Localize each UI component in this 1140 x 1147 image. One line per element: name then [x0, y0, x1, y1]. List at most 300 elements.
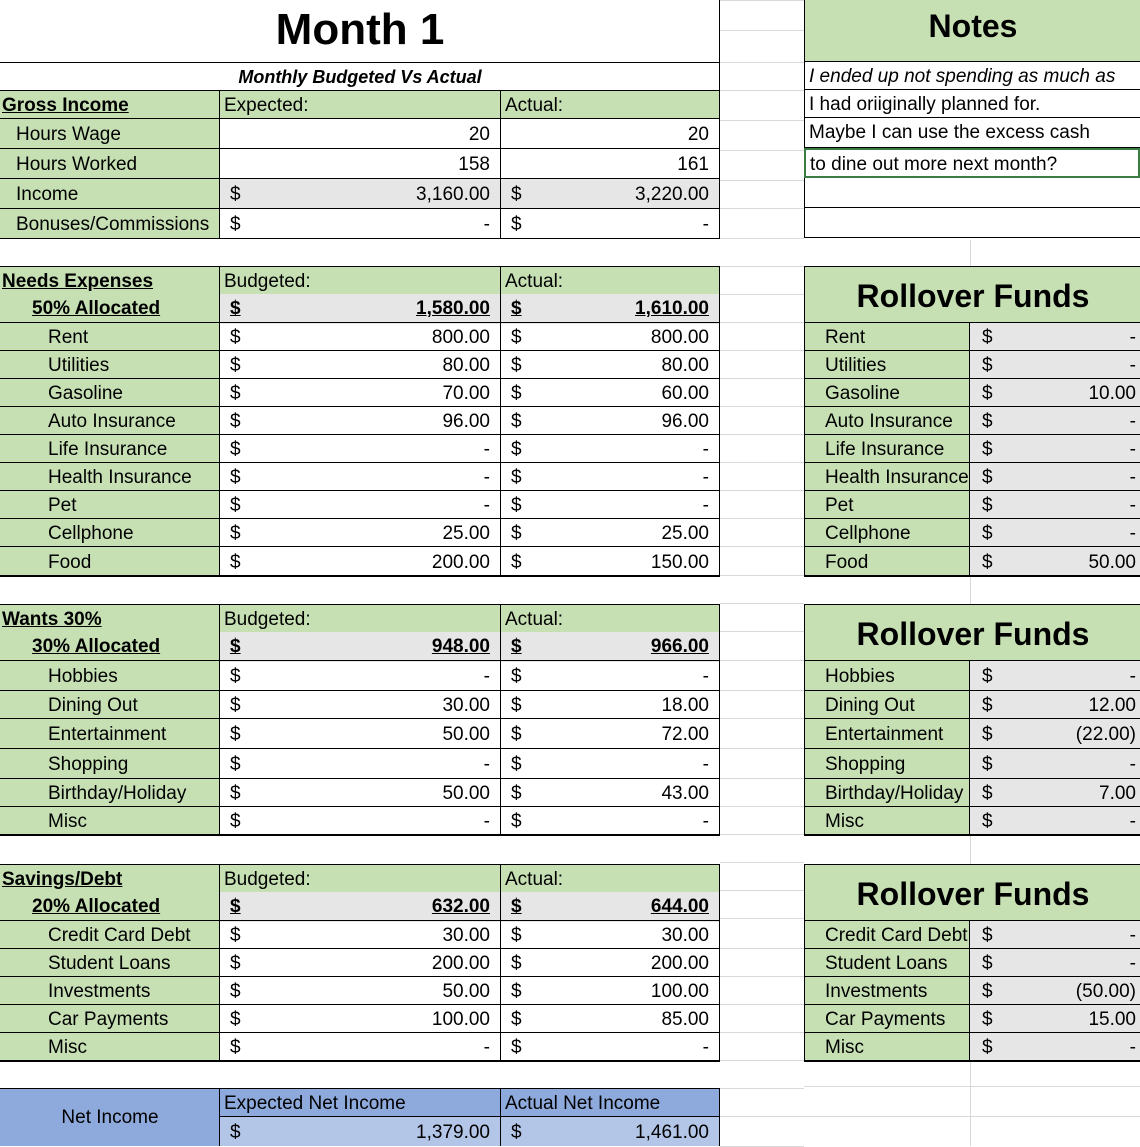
- notes-line[interactable]: [804, 208, 1140, 238]
- notes-line[interactable]: [804, 148, 1140, 178]
- column-header: [220, 90, 501, 118]
- rollover-value[interactable]: [970, 660, 1140, 690]
- row-label: [0, 690, 220, 718]
- row-label: [0, 976, 220, 1004]
- column-header: [501, 266, 720, 294]
- currency-symbol: $: [511, 1037, 522, 1058]
- actual-value: 20: [687, 124, 709, 145]
- value-cell[interactable]: [220, 208, 501, 238]
- rollover-label: [804, 1032, 970, 1060]
- row-label: [0, 1032, 220, 1060]
- rollover-label: [804, 690, 970, 718]
- net-column-header-text: Actual Net Income: [505, 1093, 661, 1114]
- row-label-text: Credit Card Debt: [48, 925, 191, 946]
- rollover-label-text: Entertainment: [825, 724, 944, 745]
- rollover-value-text: -: [1129, 467, 1136, 488]
- row-label-text: Misc: [48, 1037, 88, 1058]
- rollover-value[interactable]: [970, 518, 1140, 546]
- gridline: [720, 948, 804, 949]
- value-cell[interactable]: [220, 748, 501, 778]
- value-cell[interactable]: [501, 718, 720, 748]
- gridline: [720, 890, 804, 891]
- currency-symbol: $: [230, 214, 241, 235]
- rollover-header: [804, 864, 1140, 920]
- gridline: [720, 1116, 804, 1117]
- table-border: [804, 575, 1140, 577]
- allocated-value[interactable]: [220, 632, 501, 662]
- gridline: [720, 918, 804, 919]
- value-cell[interactable]: [220, 178, 501, 208]
- gridline: [720, 180, 804, 181]
- rollover-value[interactable]: [970, 322, 1140, 350]
- row-label-text: Utilities: [48, 355, 110, 376]
- value-cell[interactable]: [220, 518, 501, 546]
- budgeted-value: 80.00: [442, 355, 490, 376]
- rollover-label: [804, 806, 970, 834]
- row-label-text: Shopping: [48, 754, 129, 775]
- actual-value: 80.00: [661, 355, 709, 376]
- budgeted-value: 25.00: [442, 523, 490, 544]
- value-cell[interactable]: [220, 660, 501, 690]
- gridline: [720, 490, 804, 491]
- currency-symbol: $: [230, 811, 241, 832]
- rollover-label: [804, 778, 970, 806]
- value-cell[interactable]: [501, 1004, 720, 1032]
- rollover-label: [804, 948, 970, 976]
- column-header-text: Budgeted:: [224, 609, 311, 630]
- actual-value: 100.00: [650, 981, 709, 1002]
- net-column-header-text: Expected Net Income: [224, 1093, 406, 1114]
- rollover-value[interactable]: [970, 690, 1140, 718]
- rollover-value-text: -: [1129, 754, 1136, 775]
- actual-value: 18.00: [661, 695, 709, 716]
- allocated-value[interactable]: [220, 294, 501, 324]
- rollover-value[interactable]: [970, 350, 1140, 378]
- actual-value: 161: [677, 154, 709, 175]
- value-cell[interactable]: [501, 378, 720, 406]
- column-header-text: Actual:: [505, 869, 564, 890]
- section-header: [0, 90, 220, 118]
- rollover-value[interactable]: [970, 378, 1140, 406]
- value-cell[interactable]: [501, 350, 720, 378]
- section-header-text: Savings/Debt: [2, 869, 123, 890]
- table-border: [804, 1060, 1140, 1062]
- currency-symbol: $: [511, 523, 522, 544]
- column-header: [501, 90, 720, 118]
- rollover-value-text: 7.00: [1099, 783, 1136, 804]
- row-label-text: Pet: [48, 495, 77, 516]
- value-cell[interactable]: [501, 920, 720, 948]
- row-label-text: Hours Worked: [16, 154, 138, 175]
- currency-symbol: $: [511, 811, 522, 832]
- row-label-text: Dining Out: [48, 695, 138, 716]
- rollover-label: [804, 920, 970, 948]
- value-cell[interactable]: [501, 660, 720, 690]
- value-cell[interactable]: [220, 976, 501, 1004]
- value-cell[interactable]: [220, 778, 501, 806]
- currency-symbol: $: [230, 925, 241, 946]
- row-label-text: Birthday/Holiday: [48, 783, 187, 804]
- currency-symbol: $: [230, 495, 241, 516]
- gridline: [720, 575, 804, 576]
- net-income-label: [0, 1088, 220, 1146]
- gridline: [720, 834, 804, 835]
- budgeted-value: -: [483, 439, 490, 460]
- net-expected-value[interactable]: [220, 1116, 501, 1146]
- currency-symbol: $: [230, 355, 241, 376]
- currency-symbol: $: [982, 666, 993, 687]
- actual-value: 3,220.00: [635, 184, 709, 205]
- row-label: [0, 406, 220, 434]
- rollover-value-text: -: [1129, 327, 1136, 348]
- currency-symbol: $: [982, 754, 993, 775]
- allocated-label-text: 30% Allocated: [32, 636, 161, 657]
- value-cell[interactable]: [501, 118, 720, 148]
- net-actual-value[interactable]: [501, 1116, 720, 1146]
- currency-symbol: $: [230, 636, 241, 657]
- row-label-text: Life Insurance: [48, 439, 168, 460]
- rollover-value[interactable]: [970, 778, 1140, 806]
- gridline: [720, 62, 804, 63]
- rollover-label-text: Car Payments: [825, 1009, 946, 1030]
- budgeted-value: -: [483, 754, 490, 775]
- rollover-value[interactable]: [970, 490, 1140, 518]
- notes-line[interactable]: [804, 62, 1140, 90]
- rollover-value-text: 50.00: [1088, 551, 1136, 573]
- rollover-label: [804, 378, 970, 406]
- currency-symbol: $: [511, 783, 522, 804]
- currency-symbol: $: [230, 981, 241, 1002]
- currency-symbol: $: [982, 724, 993, 745]
- notes-line[interactable]: [804, 90, 1140, 118]
- gridline: [720, 266, 804, 267]
- allocated-value[interactable]: [501, 632, 720, 662]
- value-cell[interactable]: [220, 148, 501, 178]
- currency-symbol: $: [982, 467, 993, 488]
- rollover-value[interactable]: [970, 1032, 1140, 1060]
- actual-value: 200.00: [650, 953, 709, 974]
- value-cell[interactable]: [220, 546, 501, 575]
- currency-symbol: $: [982, 355, 993, 376]
- budgeted-value: 20: [468, 124, 490, 145]
- subtitle-text: Monthly Budgeted Vs Actual: [238, 67, 482, 87]
- rollover-label-text: Misc: [825, 1037, 865, 1058]
- allocated-value[interactable]: [501, 294, 720, 324]
- gridline: [720, 322, 804, 323]
- gridline: [720, 434, 804, 435]
- row-label: [0, 178, 220, 208]
- value-cell[interactable]: [220, 806, 501, 834]
- row-label: [0, 546, 220, 575]
- column-header: [501, 864, 720, 892]
- currency-symbol: $: [511, 896, 522, 917]
- gridline: [720, 90, 804, 91]
- currency-symbol: $: [511, 298, 522, 319]
- currency-symbol: $: [982, 523, 993, 544]
- currency-symbol: $: [511, 214, 522, 235]
- allocated-actual: 1,610.00: [635, 298, 709, 319]
- actual-value: -: [702, 811, 709, 832]
- allocated-label: [0, 294, 220, 324]
- value-cell[interactable]: [501, 490, 720, 518]
- rollover-value[interactable]: [970, 462, 1140, 490]
- allocated-label-text: 50% Allocated: [32, 298, 161, 319]
- allocated-budgeted: 1,580.00: [416, 298, 490, 319]
- currency-symbol: $: [230, 1122, 241, 1143]
- value-cell[interactable]: [220, 1032, 501, 1060]
- rollover-value-text: -: [1129, 523, 1136, 544]
- value-cell[interactable]: [220, 406, 501, 434]
- budgeted-value: 158: [458, 154, 490, 175]
- rollover-header: [804, 266, 1140, 322]
- rollover-label-text: Hobbies: [825, 666, 895, 687]
- value-cell[interactable]: [220, 1004, 501, 1032]
- rollover-value-text: -: [1129, 953, 1136, 974]
- notes-text: to dine out more next month?: [810, 154, 1058, 175]
- rollover-label: [804, 976, 970, 1004]
- value-cell[interactable]: [220, 350, 501, 378]
- net-column-header: [220, 1088, 501, 1116]
- rollover-value[interactable]: [970, 434, 1140, 462]
- gridline: [720, 976, 804, 977]
- row-label: [0, 490, 220, 518]
- currency-symbol: $: [230, 439, 241, 460]
- row-label: [0, 718, 220, 748]
- actual-value: 85.00: [661, 1009, 709, 1030]
- column-header-text: Budgeted:: [224, 869, 311, 890]
- rollover-value-text: -: [1129, 666, 1136, 687]
- gridline: [720, 406, 804, 407]
- currency-symbol: $: [511, 495, 522, 516]
- row-label: [0, 778, 220, 806]
- value-cell[interactable]: [501, 322, 720, 350]
- value-cell[interactable]: [501, 778, 720, 806]
- value-cell[interactable]: [220, 490, 501, 518]
- rollover-label: [804, 322, 970, 350]
- value-cell[interactable]: [501, 1032, 720, 1060]
- currency-symbol: $: [982, 411, 993, 432]
- budgeted-value: 50.00: [442, 981, 490, 1002]
- value-cell[interactable]: [220, 948, 501, 976]
- column-header: [220, 266, 501, 294]
- actual-value: 72.00: [661, 724, 709, 745]
- net-column-header: [501, 1088, 720, 1116]
- rollover-value[interactable]: [970, 546, 1140, 575]
- gridline: [720, 150, 804, 151]
- row-label-text: Hours Wage: [16, 124, 121, 145]
- value-cell[interactable]: [501, 462, 720, 490]
- value-cell[interactable]: [220, 462, 501, 490]
- rollover-label: [804, 748, 970, 778]
- column-header-text: Actual:: [505, 95, 564, 116]
- budgeted-value: 3,160.00: [416, 184, 490, 205]
- notes-line[interactable]: [804, 118, 1140, 148]
- column-header-text: Budgeted:: [224, 271, 311, 292]
- currency-symbol: $: [230, 896, 241, 917]
- rollover-value[interactable]: [970, 976, 1140, 1004]
- value-cell[interactable]: [220, 322, 501, 350]
- gridline: [970, 576, 971, 604]
- row-label-text: Student Loans: [48, 953, 171, 974]
- budgeted-value: -: [483, 214, 490, 235]
- value-cell[interactable]: [501, 690, 720, 718]
- rollover-label: [804, 462, 970, 490]
- gridline: [970, 1062, 971, 1146]
- rollover-value-text: -: [1129, 411, 1136, 432]
- currency-symbol: $: [982, 1009, 993, 1030]
- notes-line[interactable]: [804, 178, 1140, 208]
- actual-value: 96.00: [661, 411, 709, 432]
- page-title: [0, 0, 720, 62]
- currency-symbol: $: [511, 636, 522, 657]
- gridline: [720, 660, 804, 661]
- value-cell[interactable]: [501, 948, 720, 976]
- currency-symbol: $: [982, 695, 993, 716]
- rollover-label: [804, 350, 970, 378]
- row-label-text: Car Payments: [48, 1009, 169, 1030]
- table-border: [0, 238, 720, 239]
- currency-symbol: $: [511, 754, 522, 775]
- gridline: [720, 0, 804, 1]
- row-label-text: Hobbies: [48, 666, 118, 687]
- value-cell[interactable]: [501, 806, 720, 834]
- gridline: [720, 690, 804, 691]
- allocated-label-text: 20% Allocated: [32, 896, 161, 917]
- budgeted-value: 30.00: [442, 695, 490, 716]
- rollover-value[interactable]: [970, 948, 1140, 976]
- row-label: [0, 434, 220, 462]
- gridline: [720, 778, 804, 779]
- currency-symbol: $: [982, 551, 993, 573]
- rollover-value[interactable]: [970, 406, 1140, 434]
- currency-symbol: $: [511, 1009, 522, 1030]
- row-label-text: Health Insurance: [48, 467, 192, 488]
- value-cell[interactable]: [501, 208, 720, 238]
- rollover-title: Rollover Funds: [856, 616, 1090, 652]
- allocated-label: [0, 892, 220, 922]
- currency-symbol: $: [230, 666, 241, 687]
- allocated-value[interactable]: [220, 892, 501, 922]
- value-cell[interactable]: [220, 434, 501, 462]
- value-cell[interactable]: [501, 748, 720, 778]
- notes-header: [804, 0, 1140, 62]
- gridline: [720, 862, 804, 863]
- rollover-value[interactable]: [970, 1004, 1140, 1032]
- budgeted-value: 100.00: [431, 1009, 490, 1030]
- currency-symbol: $: [511, 439, 522, 460]
- row-label-text: Misc: [48, 811, 88, 832]
- budgeted-value: 200.00: [431, 953, 490, 974]
- currency-symbol: $: [511, 467, 522, 488]
- row-label: [0, 208, 220, 238]
- section-header: [0, 266, 220, 294]
- currency-symbol: $: [511, 551, 522, 573]
- row-label: [0, 462, 220, 490]
- actual-value: -: [702, 1037, 709, 1058]
- currency-symbol: $: [230, 724, 241, 745]
- rollover-value[interactable]: [970, 806, 1140, 834]
- budgeted-value: 70.00: [442, 383, 490, 404]
- currency-symbol: $: [230, 411, 241, 432]
- rollover-label-text: Life Insurance: [825, 439, 945, 460]
- currency-symbol: $: [511, 953, 522, 974]
- value-cell[interactable]: [220, 718, 501, 748]
- allocated-actual: 644.00: [650, 896, 709, 917]
- table-border: [0, 575, 720, 577]
- currency-symbol: $: [982, 925, 993, 946]
- value-cell[interactable]: [220, 118, 501, 148]
- gridline: [720, 1032, 804, 1033]
- rollover-label-text: Pet: [825, 495, 854, 516]
- allocated-value[interactable]: [501, 892, 720, 922]
- rollover-value-text: -: [1129, 495, 1136, 516]
- subtitle: [0, 62, 720, 90]
- net-income-label-text: Net Income: [61, 1107, 159, 1128]
- currency-symbol: $: [511, 1122, 522, 1143]
- rollover-value[interactable]: [970, 920, 1140, 948]
- value-cell[interactable]: [501, 976, 720, 1004]
- budgeted-value: 30.00: [442, 925, 490, 946]
- budgeted-value: 50.00: [442, 783, 490, 804]
- actual-value: -: [702, 754, 709, 775]
- allocated-budgeted: 632.00: [431, 896, 490, 917]
- value-cell[interactable]: [501, 406, 720, 434]
- value-cell[interactable]: [501, 434, 720, 462]
- row-label-text: Food: [48, 551, 92, 573]
- rollover-value-text: -: [1129, 355, 1136, 376]
- rollover-value[interactable]: [970, 748, 1140, 778]
- gridline: [720, 546, 804, 547]
- currency-symbol: $: [230, 184, 241, 205]
- currency-symbol: $: [230, 1037, 241, 1058]
- gridline: [720, 1060, 804, 1061]
- row-label-text: Cellphone: [48, 523, 134, 544]
- row-label-text: Entertainment: [48, 724, 167, 745]
- rollover-value[interactable]: [970, 718, 1140, 748]
- currency-symbol: $: [230, 754, 241, 775]
- rollover-label-text: Gasoline: [825, 383, 900, 404]
- value-cell[interactable]: [501, 148, 720, 178]
- gridline: [720, 238, 804, 239]
- gridline: [720, 631, 804, 632]
- rollover-value-text: -: [1129, 1037, 1136, 1058]
- value-cell[interactable]: [501, 178, 720, 208]
- notes-text: I had oriiginally planned for.: [809, 94, 1041, 115]
- currency-symbol: $: [511, 327, 522, 348]
- currency-symbol: $: [230, 467, 241, 488]
- row-label: [0, 518, 220, 546]
- budgeted-value: 800.00: [431, 327, 490, 348]
- section-header-text: Gross Income: [2, 95, 129, 116]
- value-cell[interactable]: [220, 920, 501, 948]
- value-cell[interactable]: [501, 518, 720, 546]
- row-label: [0, 322, 220, 350]
- rollover-value-text: -: [1129, 811, 1136, 832]
- budgeted-value: -: [483, 1037, 490, 1058]
- page-title-text: Month 1: [275, 5, 445, 54]
- value-cell[interactable]: [501, 546, 720, 575]
- rollover-value-text: 10.00: [1088, 383, 1136, 404]
- gridline: [720, 120, 804, 121]
- value-cell[interactable]: [220, 378, 501, 406]
- budgeted-value: 96.00: [442, 411, 490, 432]
- rollover-label-text: Student Loans: [825, 953, 948, 974]
- allocated-budgeted: 948.00: [431, 636, 490, 657]
- currency-symbol: $: [982, 327, 993, 348]
- currency-symbol: $: [230, 783, 241, 804]
- column-header-text: Actual:: [505, 609, 564, 630]
- value-cell[interactable]: [220, 690, 501, 718]
